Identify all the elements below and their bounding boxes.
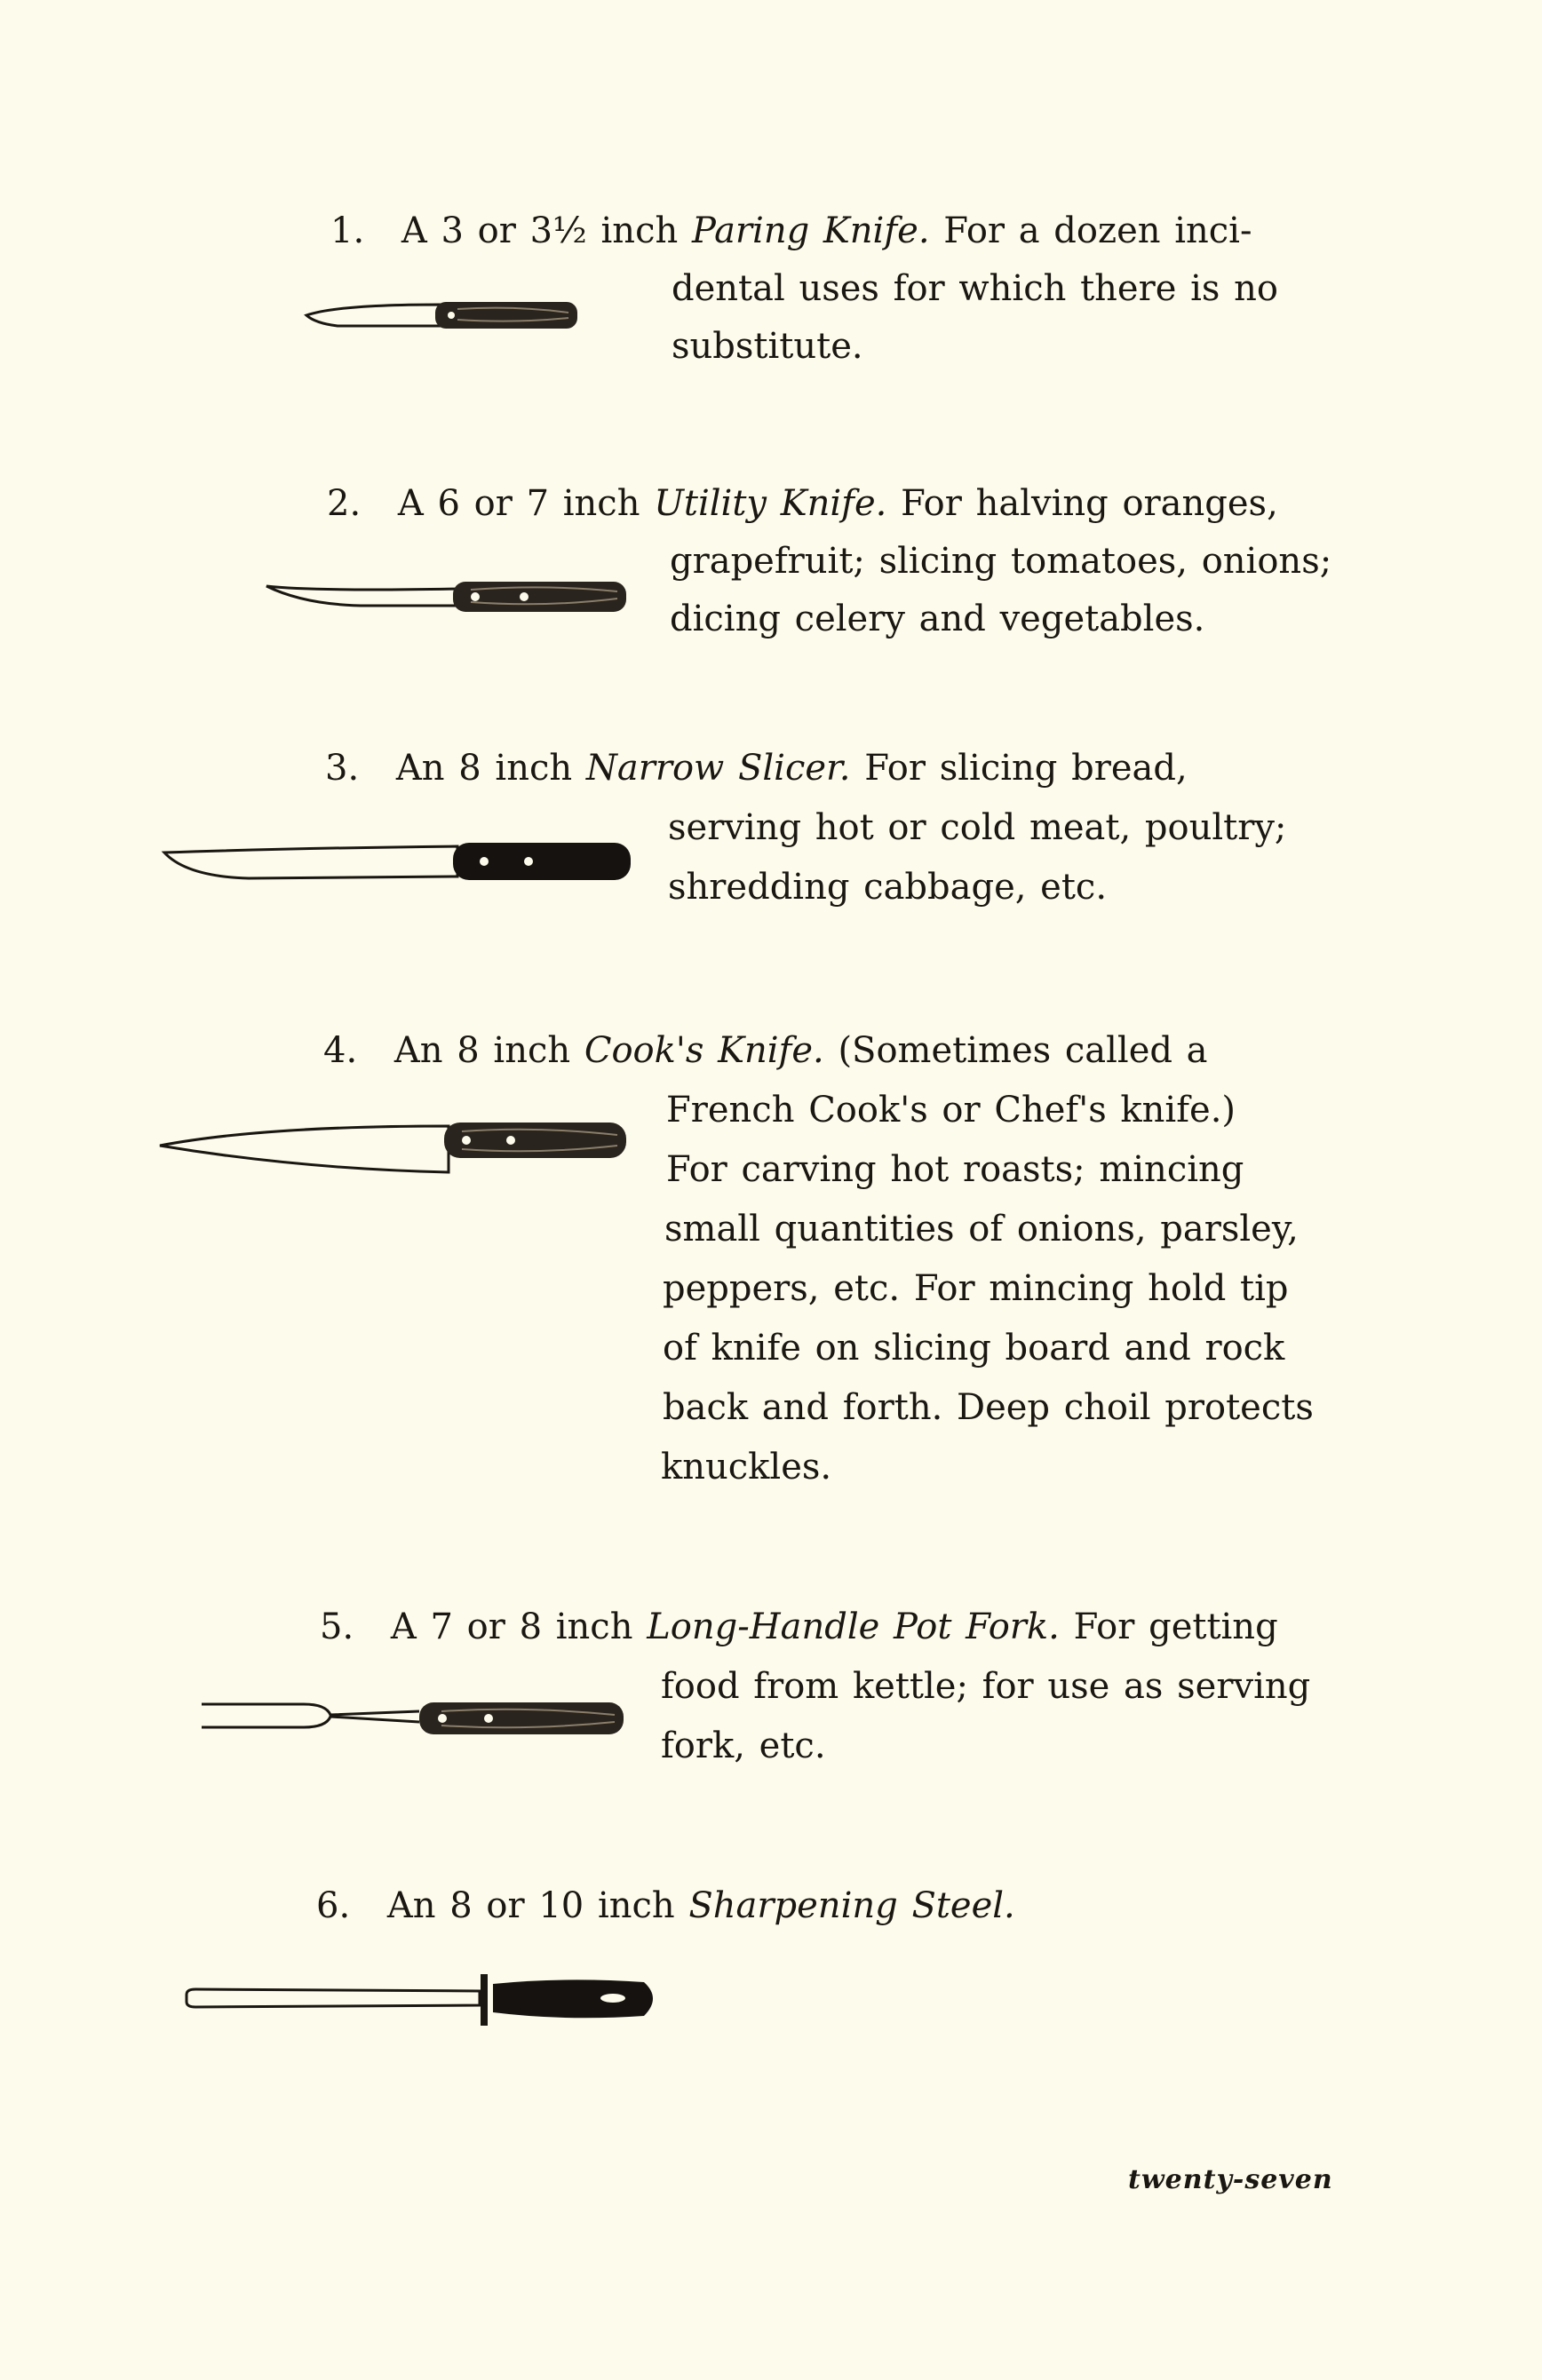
paring-knife-icon bbox=[302, 293, 595, 337]
sharpening-steel-icon bbox=[182, 1970, 662, 2032]
item-line: food from kettle; for use as serving bbox=[661, 1666, 1311, 1707]
item-name: Sharpening Steel. bbox=[688, 1885, 1015, 1926]
item-line: For carving hot roasts; mincing bbox=[666, 1149, 1244, 1190]
item-line: grapefruit; slicing tomatoes, onions; bbox=[670, 541, 1332, 582]
item-name: Cook's Knife. bbox=[584, 1030, 824, 1071]
item-lead: A 3 or 3½ inch bbox=[401, 210, 679, 251]
narrow-slicer-icon bbox=[160, 830, 640, 892]
cooks-knife-icon bbox=[155, 1110, 635, 1181]
item-lead: An 8 or 10 inch bbox=[386, 1885, 675, 1926]
item-line: small quantities of onions, parsley, bbox=[664, 1209, 1299, 1250]
item-text: For a dozen inci- bbox=[929, 210, 1252, 251]
item-number: 6. bbox=[316, 1885, 351, 1926]
item-first-line bbox=[316, 1885, 1015, 1926]
item-name: Narrow Slicer. bbox=[585, 748, 851, 789]
item-first-line bbox=[325, 748, 1188, 789]
item-line: substitute. bbox=[672, 326, 863, 367]
page-number-footer: twenty-seven bbox=[1128, 2164, 1333, 2195]
item-number: 2. bbox=[327, 483, 362, 524]
item-line: shredding cabbage, etc. bbox=[668, 867, 1108, 908]
pot-fork-icon bbox=[197, 1692, 632, 1745]
item-text: For getting bbox=[1059, 1606, 1278, 1647]
item-text: For slicing bread, bbox=[850, 748, 1188, 789]
item-first-line bbox=[320, 1606, 1278, 1647]
item-first-line bbox=[323, 1030, 1208, 1071]
item-number: 5. bbox=[320, 1606, 354, 1647]
item-name: Long-Handle Pot Fork. bbox=[647, 1606, 1060, 1647]
item-line: dental uses for which there is no bbox=[672, 268, 1278, 309]
item-lead: An 8 inch bbox=[395, 748, 573, 789]
item-number: 4. bbox=[323, 1030, 358, 1071]
item-first-line bbox=[330, 210, 1252, 251]
item-number: 1. bbox=[330, 210, 365, 251]
item-text: For halving oranges, bbox=[886, 483, 1278, 524]
item-name: Paring Knife. bbox=[691, 210, 930, 251]
item-line: of knife on slicing board and rock bbox=[663, 1328, 1285, 1368]
item-line: French Cook's or Chef's knife.) bbox=[666, 1090, 1236, 1130]
item-line: knuckles. bbox=[661, 1447, 832, 1488]
item-line: dicing celery and vegetables. bbox=[670, 599, 1205, 639]
utility-knife-icon bbox=[262, 568, 635, 622]
item-first-line bbox=[327, 483, 1278, 524]
item-line: serving hot or cold meat, poultry; bbox=[668, 807, 1287, 848]
item-number: 3. bbox=[325, 748, 360, 789]
item-name: Utility Knife. bbox=[654, 483, 887, 524]
item-line: fork, etc. bbox=[661, 1726, 826, 1766]
item-lead: A 7 or 8 inch bbox=[390, 1606, 633, 1647]
item-text: (Sometimes called a bbox=[823, 1030, 1208, 1071]
item-line: peppers, etc. For mincing hold tip bbox=[663, 1268, 1289, 1309]
item-line: back and forth. Deep choil protects bbox=[663, 1387, 1314, 1428]
item-lead: An 8 inch bbox=[393, 1030, 571, 1071]
item-lead: A 6 or 7 inch bbox=[397, 483, 640, 524]
